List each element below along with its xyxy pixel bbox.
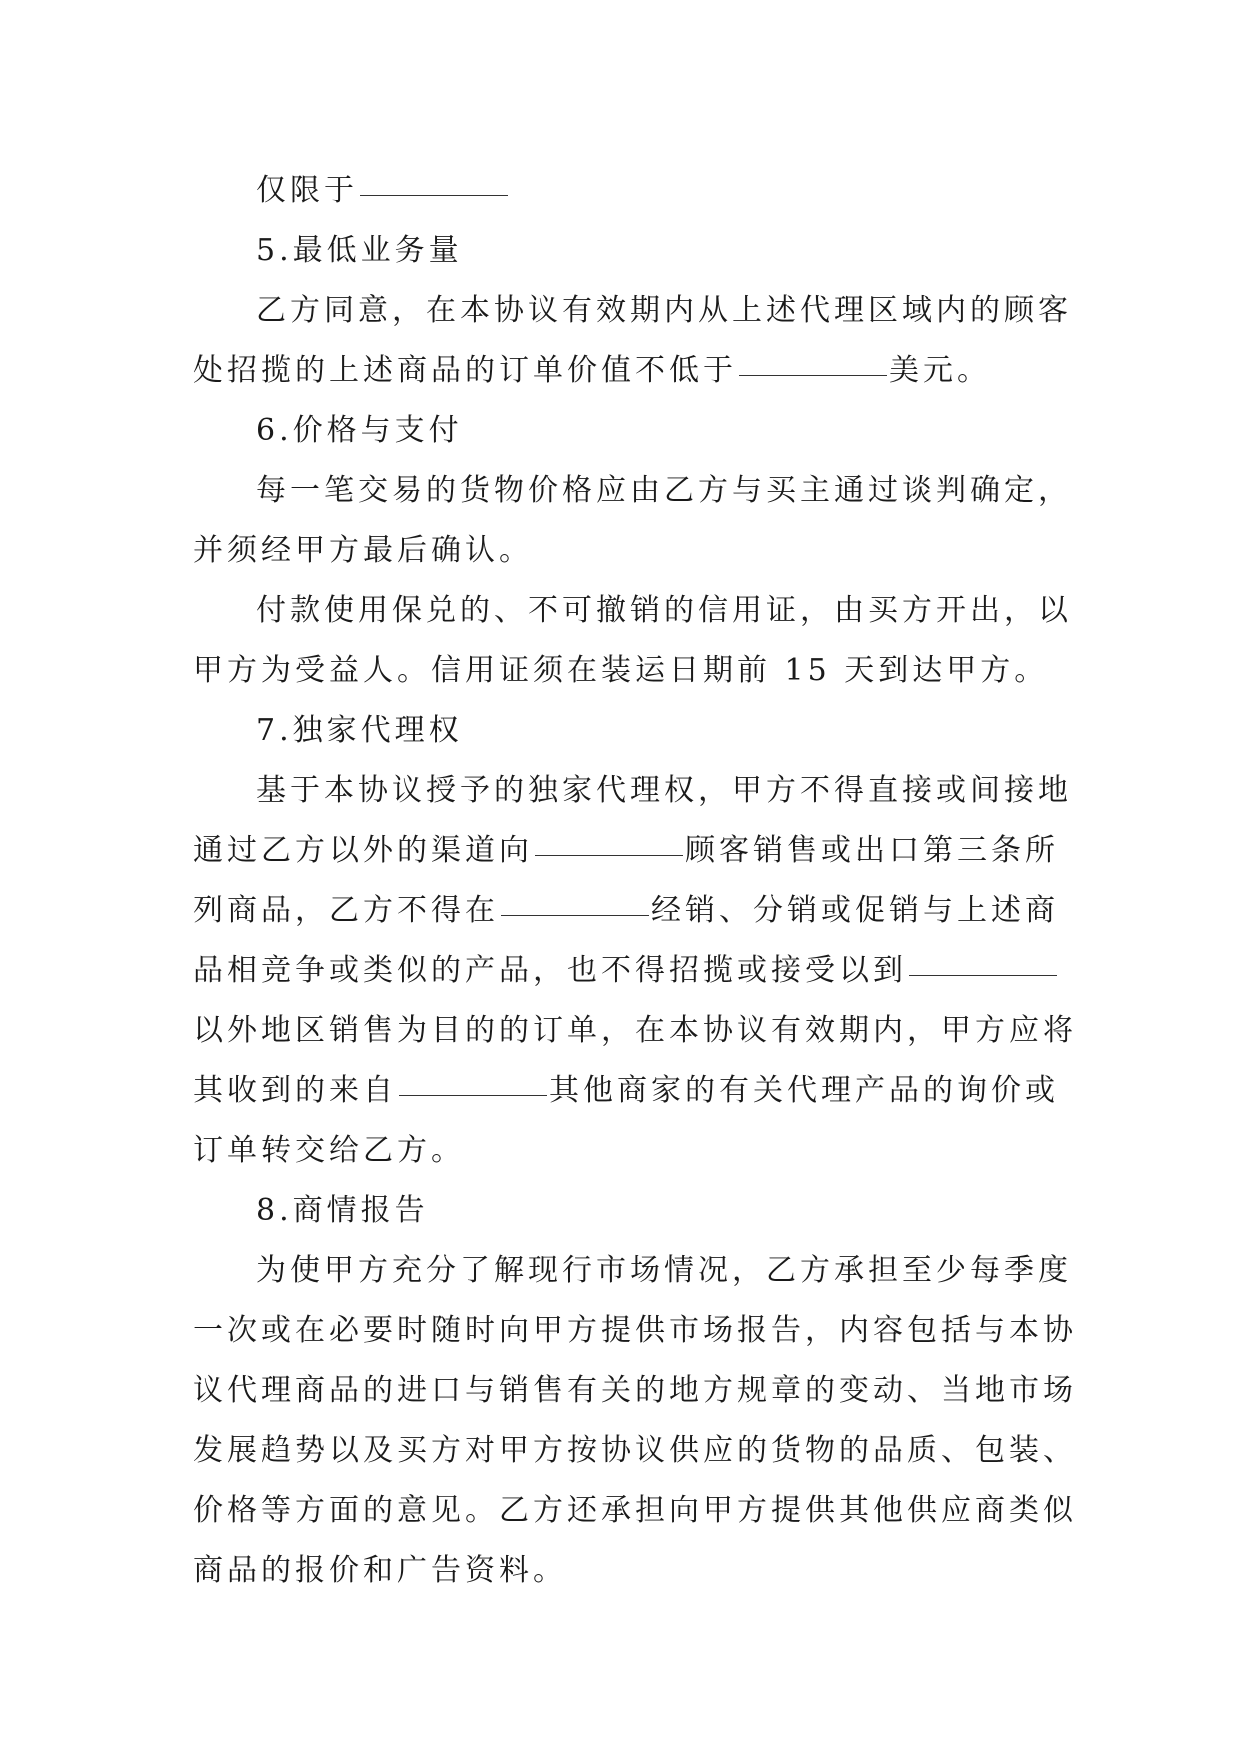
paragraph-line: 乙方同意，在本协议有效期内从上述代理区域内的顾客 (256, 293, 1072, 328)
fill-in-blank (535, 854, 683, 856)
paragraph-line: 为使甲方充分了解现行市场情况，乙方承担至少每季度 (256, 1253, 1072, 1288)
paragraph-line: 基于本协议授予的独家代理权，甲方不得直接或间接地 (256, 773, 1072, 808)
section-heading-7: 7.独家代理权 (256, 713, 463, 748)
paragraph-line: 议代理商品的进口与销售有关的地方规章的变动、当地市场 (193, 1373, 1077, 1408)
paragraph-line: 订单转交给乙方。 (193, 1133, 465, 1168)
paragraph-line: 付款使用保兑的、不可撤销的信用证，由买方开出，以 (256, 593, 1072, 628)
paragraph-line (193, 161, 1053, 221)
document-body (193, 161, 1077, 1601)
section-heading-5: 5.最低业务量 (256, 233, 463, 268)
text: 其他商家的有关代理产品的询价或 (549, 1073, 1059, 1108)
section-heading-8: 8.商情报告 (256, 1193, 429, 1228)
text: 其收到的来自 (193, 1073, 397, 1108)
paragraph-line: 并须经甲方最后确认。 (193, 533, 533, 568)
paragraph-line: 甲方为受益人。信用证须在装运日期前 15 天到达甲方。 (193, 653, 1049, 688)
text: 通过乙方以外的渠道向 (193, 833, 533, 868)
text: 美元。 (889, 353, 991, 388)
paragraph-line: 价格等方面的意见。乙方还承担向甲方提供其他供应商类似 (193, 1493, 1077, 1528)
text: 品相竞争或类似的产品，也不得招揽或接受以到 (193, 953, 907, 988)
section-heading-6: 6.价格与支付 (256, 413, 463, 448)
paragraph-line (193, 821, 1059, 881)
fill-in-blank (360, 194, 508, 196)
text: 列商品，乙方不得在 (193, 893, 499, 928)
paragraph-line (193, 341, 1053, 401)
paragraph-line: 每一笔交易的货物价格应由乙方与买主通过谈判确定， (256, 473, 1072, 508)
paragraph-line: 商品的报价和广告资料。 (193, 1553, 567, 1588)
paragraph-line (193, 941, 1053, 1001)
fill-in-blank (501, 914, 649, 916)
fill-in-blank (739, 374, 887, 376)
paragraph-line (193, 1061, 1059, 1121)
fill-in-blank (909, 974, 1057, 976)
paragraph-line: 一次或在必要时随时向甲方提供市场报告，内容包括与本协 (193, 1313, 1077, 1348)
text: 仅限于 (256, 173, 358, 208)
text: 经销、分销或促销与上述商 (651, 893, 1059, 928)
paragraph-line: 发展趋势以及买方对甲方按协议供应的货物的品质、包装、 (193, 1433, 1077, 1468)
paragraph-line: 以外地区销售为目的的订单，在本协议有效期内，甲方应将 (193, 1013, 1077, 1048)
paragraph-line (193, 881, 1059, 941)
text: 顾客销售或出口第三条所 (685, 833, 1059, 868)
text: 处招揽的上述商品的订单价值不低于 (193, 353, 737, 388)
fill-in-blank (399, 1094, 547, 1096)
